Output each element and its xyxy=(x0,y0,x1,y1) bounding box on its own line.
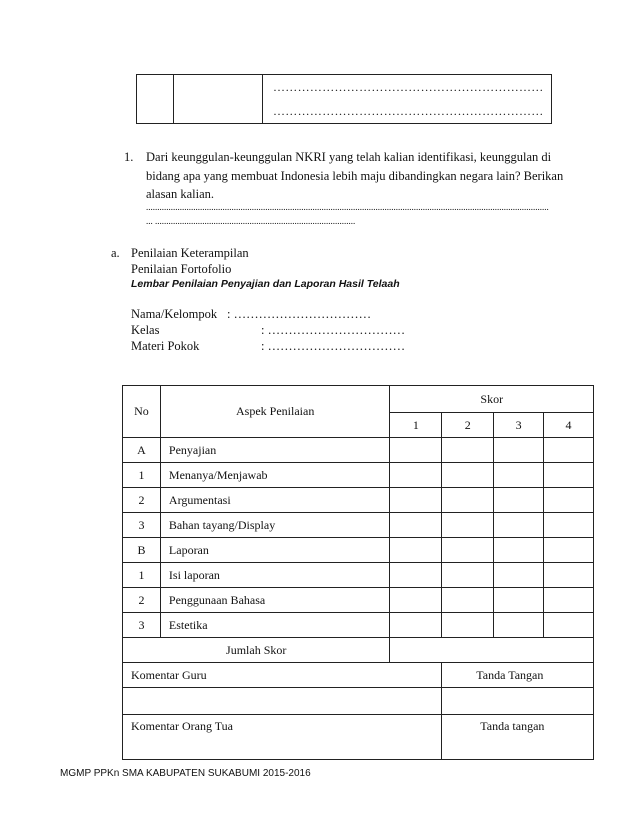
score-cell[interactable] xyxy=(442,438,494,463)
dotted-line: ………………………………………………………… xyxy=(273,80,544,94)
score-cell[interactable] xyxy=(494,438,544,463)
score-cell[interactable] xyxy=(494,563,544,588)
score-cell[interactable] xyxy=(544,488,594,513)
field-value-class: : …………………………… xyxy=(261,323,406,337)
question-line: Dari keunggulan-keunggulan NKRI yang telah kalian identifikasi, keunggulan di xyxy=(146,150,552,164)
table-row xyxy=(123,588,594,613)
empty-cell xyxy=(174,75,263,124)
score-col: 2 xyxy=(442,413,494,438)
score-cell[interactable] xyxy=(494,613,544,638)
row-no: 3 xyxy=(123,613,161,638)
score-cell[interactable] xyxy=(390,463,442,488)
row-aspect: Argumentasi xyxy=(160,488,390,513)
score-cell[interactable] xyxy=(390,488,442,513)
field-label-class: Kelas xyxy=(131,323,160,337)
score-cell[interactable] xyxy=(390,513,442,538)
section-letter: a. xyxy=(111,246,120,260)
header-aspect: Aspek Penilaian xyxy=(160,386,390,438)
row-aspect: Penggunaan Bahasa xyxy=(160,588,390,613)
sheet-title: Lembar Penilaian Penyajian dan Laporan Hasil Telaah xyxy=(131,278,400,290)
total-row xyxy=(123,638,594,663)
score-cell[interactable] xyxy=(442,463,494,488)
row-aspect: Laporan xyxy=(160,538,390,563)
score-cell[interactable] xyxy=(544,588,594,613)
table-row xyxy=(123,613,594,638)
field-value-name: : …………………………… xyxy=(227,307,372,321)
score-cell[interactable] xyxy=(544,563,594,588)
row-aspect: Isi laporan xyxy=(160,563,390,588)
row-no: 1 xyxy=(123,563,161,588)
score-cell[interactable] xyxy=(494,463,544,488)
row-no: 3 xyxy=(123,513,161,538)
table-row xyxy=(123,463,594,488)
row-no: 2 xyxy=(123,488,161,513)
score-cell[interactable] xyxy=(544,463,594,488)
score-cell[interactable] xyxy=(390,438,442,463)
question-number: 1. xyxy=(124,150,134,164)
parent-signature-label: Tanda tangan xyxy=(442,715,594,760)
score-cell[interactable] xyxy=(494,513,544,538)
score-col: 4 xyxy=(544,413,594,438)
teacher-signature-field[interactable] xyxy=(442,688,594,715)
score-cell[interactable] xyxy=(442,613,494,638)
dotted-line: ………………………………………………………… xyxy=(273,104,544,118)
table-row xyxy=(123,538,594,563)
score-cell[interactable] xyxy=(390,613,442,638)
score-cell[interactable] xyxy=(442,538,494,563)
header-no: No xyxy=(123,386,161,438)
total-label: Jumlah Skor xyxy=(123,638,390,663)
dotted-line-cell xyxy=(263,99,552,124)
score-cell[interactable] xyxy=(390,588,442,613)
score-cell[interactable] xyxy=(494,488,544,513)
row-aspect: Menanya/Menjawab xyxy=(160,463,390,488)
table-row xyxy=(123,563,594,588)
field-label-name: Nama/Kelompok xyxy=(131,307,218,321)
score-cell[interactable] xyxy=(390,538,442,563)
empty-cell xyxy=(137,75,174,124)
teacher-comment-space-row xyxy=(123,688,594,715)
row-no: 1 xyxy=(123,463,161,488)
teacher-comment-row xyxy=(123,663,594,688)
row-aspect: Bahan tayang/Display xyxy=(160,513,390,538)
footer-text: MGMP PPKn SMA KABUPATEN SUKABUMI 2015-2016 xyxy=(60,768,311,779)
score-cell[interactable] xyxy=(494,538,544,563)
teacher-signature-label: Tanda Tangan xyxy=(442,663,594,688)
section-subtitle: Penilaian Fortofolio xyxy=(131,262,232,276)
row-no: 2 xyxy=(123,588,161,613)
score-cell[interactable] xyxy=(544,613,594,638)
teacher-comment-field[interactable] xyxy=(123,688,442,715)
score-col: 3 xyxy=(494,413,544,438)
parent-comment-row xyxy=(123,715,594,760)
question-line: alasan kalian. xyxy=(146,187,215,201)
table-row xyxy=(123,438,594,463)
score-cell[interactable] xyxy=(390,563,442,588)
score-cell[interactable] xyxy=(544,438,594,463)
dotted-line-cell xyxy=(263,75,552,100)
header-score: Skor xyxy=(390,386,594,413)
field-label-topic: Materi Pokok xyxy=(131,339,200,353)
section-title: Penilaian Keterampilan xyxy=(131,246,249,260)
score-table xyxy=(122,385,594,760)
parent-comment-label: Komentar Orang Tua xyxy=(123,715,442,760)
question-text xyxy=(146,148,576,204)
score-cell[interactable] xyxy=(544,513,594,538)
table-row xyxy=(123,488,594,513)
score-cell[interactable] xyxy=(442,563,494,588)
header-row xyxy=(123,386,594,413)
score-cell[interactable] xyxy=(442,588,494,613)
score-cell[interactable] xyxy=(442,513,494,538)
top-partial-table xyxy=(136,74,552,124)
score-cell[interactable] xyxy=(442,488,494,513)
score-col: 1 xyxy=(390,413,442,438)
score-cell[interactable] xyxy=(544,538,594,563)
row-aspect: Estetika xyxy=(160,613,390,638)
total-value-cell[interactable] xyxy=(390,638,594,663)
score-cell[interactable] xyxy=(494,588,544,613)
question-line: bidang apa yang membuat Indonesia lebih maju dibandingkan negara lain? Berikan xyxy=(146,168,564,183)
row-no: A xyxy=(123,438,161,463)
row-aspect: Penyajian xyxy=(160,438,390,463)
teacher-comment-label: Komentar Guru xyxy=(123,663,442,688)
table-row xyxy=(123,513,594,538)
answer-line: ... ......................................................................................... xyxy=(146,216,356,226)
field-value-topic: : …………………………… xyxy=(261,339,406,353)
row-no: B xyxy=(123,538,161,563)
answer-line: ................................................................................................................................................................................... xyxy=(146,202,549,212)
